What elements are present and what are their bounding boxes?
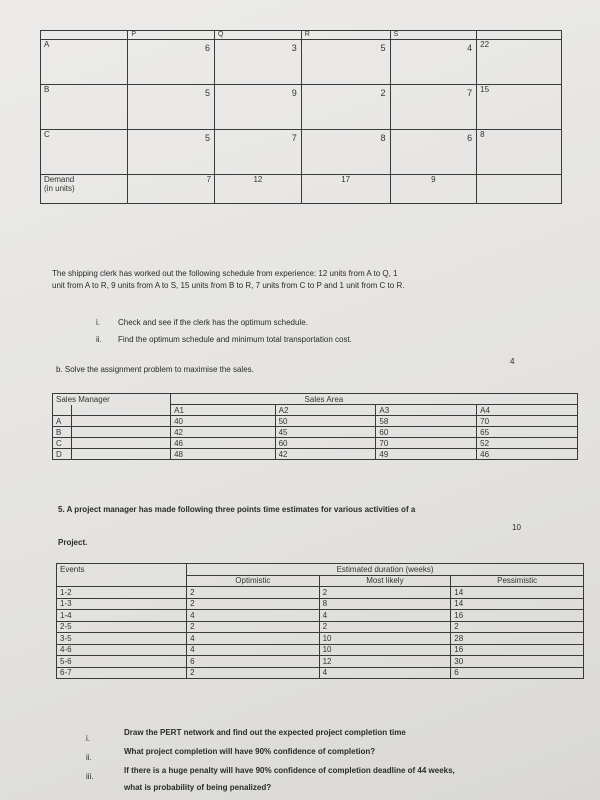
sales-value: 46	[171, 438, 276, 449]
final-line: what is probability of being penalized?	[124, 783, 272, 792]
supply-cell: 8	[477, 130, 562, 175]
pert-row	[57, 621, 584, 633]
pert-value: 12	[319, 656, 451, 668]
event-label: 1-3	[57, 598, 187, 610]
cost-value: 6	[467, 133, 473, 143]
pert-value: 4	[187, 610, 320, 622]
duration-header: Estimated duration (weeks)	[187, 564, 584, 576]
cost-value: 3	[291, 43, 297, 53]
demand-value: 12	[215, 175, 302, 204]
manager-label: C	[53, 438, 72, 449]
pert-heading-2: Project.	[58, 538, 88, 547]
pert-heading-1: 5. A project manager has made following three points time estimates for various activities of a	[58, 505, 416, 514]
pert-header-row	[57, 564, 584, 576]
col-header-optimistic: Optimistic	[187, 575, 320, 587]
cost-value: 5	[380, 43, 386, 53]
assignment-heading: b. Solve the assignment problem to maximise the sales.	[56, 365, 254, 374]
empty-cell	[57, 575, 187, 587]
manager-label: B	[53, 427, 72, 438]
cost-cell	[390, 85, 477, 130]
pert-value: 14	[451, 598, 584, 610]
question-text: If there is a huge penalty will have 90% confidence of completion deadline of 44 weeks,	[124, 766, 455, 775]
transport-row	[41, 130, 562, 175]
cost-value: 8	[380, 133, 386, 143]
col-header-pessimistic: Pessimistic	[451, 575, 584, 587]
sales-value: 46	[477, 449, 578, 460]
demand-value: 17	[301, 175, 390, 204]
pert-value: 16	[451, 610, 584, 622]
question-num: i.	[86, 734, 90, 743]
empty-cell	[71, 449, 170, 460]
pert-value: 10	[319, 644, 451, 656]
schedule-text-2: unit from A to R, 9 units from A to S, 15 units from B to R, 7 units from C to P and 1 unit from C to R.	[52, 281, 405, 290]
assignment-row	[53, 449, 578, 460]
manager-label: D	[53, 449, 72, 460]
pert-value: 14	[451, 587, 584, 599]
pert-table	[56, 563, 584, 679]
assignment-row	[53, 438, 578, 449]
assignment-header-row	[53, 394, 578, 405]
manager-header: Sales Manager	[53, 394, 171, 405]
sales-value: 50	[275, 416, 376, 427]
pert-value: 28	[451, 633, 584, 645]
pert-value: 4	[319, 610, 451, 622]
assignment-row	[53, 416, 578, 427]
transport-header-cell: S	[390, 31, 477, 40]
question-num: ii.	[86, 753, 92, 762]
empty-cell	[477, 394, 578, 405]
schedule-text-1: The shipping clerk has worked out the following schedule from experience: 12 units from A to Q, 1	[52, 269, 398, 278]
task-text: Check and see if the clerk has the optimum schedule.	[118, 318, 308, 327]
pert-row	[57, 598, 584, 610]
demand-unit: (in units)	[44, 184, 75, 193]
cost-cell	[390, 130, 477, 175]
question-text: What project completion will have 90% confidence of completion?	[124, 747, 376, 756]
pert-row	[57, 644, 584, 656]
task-num: i.	[96, 318, 100, 327]
sales-value: 42	[171, 427, 276, 438]
pert-row	[57, 587, 584, 599]
sales-value: 70	[477, 416, 578, 427]
empty-cell	[53, 405, 72, 416]
task-num: ii.	[96, 335, 102, 344]
supply-cell: 15	[477, 85, 562, 130]
cost-value: 2	[380, 88, 386, 98]
pert-value: 30	[451, 656, 584, 668]
transport-table	[40, 30, 562, 204]
cost-cell	[301, 130, 390, 175]
pert-value: 2	[187, 667, 320, 679]
pert-value: 10	[319, 633, 451, 645]
pert-value: 4	[319, 667, 451, 679]
transport-header-cell	[41, 31, 128, 40]
cost-cell	[215, 130, 302, 175]
pert-value: 2	[319, 587, 451, 599]
transport-header-cell: P	[128, 31, 215, 40]
cost-value: 7	[467, 88, 473, 98]
cost-value: 7	[291, 133, 297, 143]
pert-col-row	[57, 575, 584, 587]
sales-value: 45	[275, 427, 376, 438]
transport-header-cell	[477, 31, 562, 40]
row-label: B	[41, 85, 128, 130]
col-header-most-likely: Most likely	[319, 575, 451, 587]
cost-cell	[215, 85, 302, 130]
event-label: 3-5	[57, 633, 187, 645]
row-label: C	[41, 130, 128, 175]
sales-value: 70	[376, 438, 477, 449]
assignment-marks: 4	[510, 357, 515, 366]
sales-value: 60	[376, 427, 477, 438]
sales-value: 40	[171, 416, 276, 427]
pert-value: 2	[187, 598, 320, 610]
assignment-table	[52, 393, 578, 460]
row-label: A	[41, 40, 128, 85]
empty-cell	[71, 438, 170, 449]
transport-row	[41, 85, 562, 130]
pert-row	[57, 610, 584, 622]
empty-cell	[71, 427, 170, 438]
demand-value: 9	[390, 175, 477, 204]
demand-label: Demand	[44, 175, 75, 184]
cost-cell	[215, 40, 302, 85]
transport-header-row	[41, 31, 562, 40]
empty-cell	[71, 416, 170, 427]
cost-value: 9	[291, 88, 297, 98]
sales-value: 42	[275, 449, 376, 460]
demand-value: 7	[128, 175, 215, 204]
pert-value: 8	[319, 598, 451, 610]
manager-label: A	[53, 416, 72, 427]
cost-value: 5	[205, 88, 211, 98]
event-label: 1-4	[57, 610, 187, 622]
pert-value: 2	[451, 621, 584, 633]
task-text: Find the optimum schedule and minimum total transportation cost.	[118, 335, 352, 344]
supply-cell: 22	[477, 40, 562, 85]
cost-cell	[128, 85, 215, 130]
demand-row	[41, 175, 562, 204]
empty-cell	[71, 405, 170, 416]
area-label: A2	[275, 405, 376, 416]
pert-row	[57, 667, 584, 679]
pert-value: 16	[451, 644, 584, 656]
assignment-area-row	[53, 405, 578, 416]
cost-value: 4	[467, 43, 473, 53]
cost-cell	[390, 40, 477, 85]
demand-label-cell	[41, 175, 128, 204]
event-label: 4-6	[57, 644, 187, 656]
area-header: Sales Area	[171, 394, 477, 405]
sales-value: 58	[376, 416, 477, 427]
sales-value: 52	[477, 438, 578, 449]
pert-value: 2	[319, 621, 451, 633]
event-label: 6-7	[57, 667, 187, 679]
pert-value: 6	[451, 667, 584, 679]
pert-value: 6	[187, 656, 320, 668]
cost-cell	[301, 40, 390, 85]
cost-value: 5	[205, 133, 211, 143]
transport-header-cell: R	[301, 31, 390, 40]
cost-cell	[128, 130, 215, 175]
assignment-row	[53, 427, 578, 438]
sales-value: 60	[275, 438, 376, 449]
cost-value: 6	[205, 43, 211, 53]
area-label: A4	[477, 405, 578, 416]
pert-value: 2	[187, 621, 320, 633]
pert-marks: 10	[512, 523, 521, 532]
sales-value: 65	[477, 427, 578, 438]
area-label: A3	[376, 405, 477, 416]
pert-row	[57, 656, 584, 668]
transport-header-cell: Q	[215, 31, 302, 40]
question-num: iii.	[86, 772, 94, 781]
area-label: A1	[171, 405, 276, 416]
pert-value: 2	[187, 587, 320, 599]
empty-cell	[477, 175, 562, 204]
events-header: Events	[57, 564, 187, 576]
cost-cell	[128, 40, 215, 85]
sales-value: 48	[171, 449, 276, 460]
pert-value: 4	[187, 633, 320, 645]
pert-row	[57, 633, 584, 645]
event-label: 5-6	[57, 656, 187, 668]
question-text: Draw the PERT network and find out the expected project completion time	[124, 728, 406, 737]
sales-value: 49	[376, 449, 477, 460]
pert-value: 4	[187, 644, 320, 656]
event-label: 1-2	[57, 587, 187, 599]
event-label: 2-5	[57, 621, 187, 633]
cost-cell	[301, 85, 390, 130]
transport-row	[41, 40, 562, 85]
